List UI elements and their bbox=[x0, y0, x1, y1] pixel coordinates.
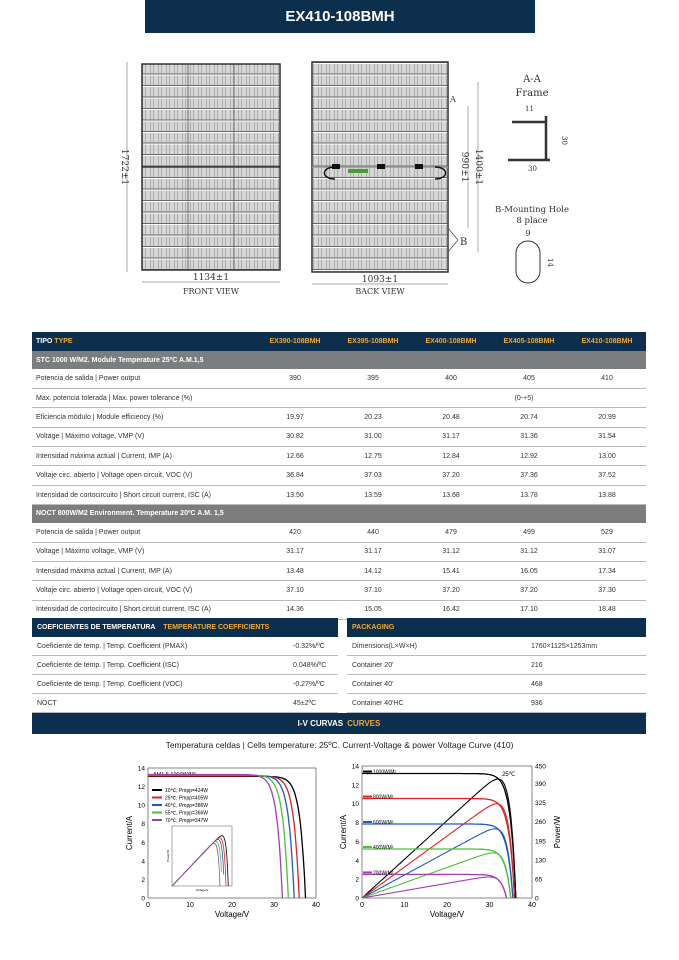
row-label: Intensidad máxima actual | Current, IMP (A) bbox=[32, 562, 256, 581]
cell-value: 405 bbox=[490, 369, 568, 388]
cell-value: 400 bbox=[412, 369, 490, 388]
cell-value: 14.12 bbox=[334, 562, 412, 581]
list-item: Coeficiente de temp. | Temp. Coefficient (PMAX) -0.32%/ºC bbox=[32, 637, 338, 656]
y-tick-label: 14 bbox=[137, 765, 145, 773]
y-tick-label: 4 bbox=[141, 858, 145, 866]
row-label: Voltage | Máximo voltage, VMP (V) bbox=[32, 427, 256, 446]
curves-caption: Temperatura celdas | Cells temperature: 25ºC. Current-Voltage & power Voltage Curve (410) bbox=[165, 740, 514, 750]
svg-text:B-Mounting Hole: B-Mounting Hole bbox=[494, 205, 570, 215]
cell-value: 19.97 bbox=[256, 408, 334, 427]
height-dimension: 1722±1 bbox=[119, 148, 129, 186]
x-tick-label: 20 bbox=[228, 902, 236, 909]
temperature-iv-chart bbox=[110, 758, 330, 923]
cell-value: 13.88 bbox=[568, 485, 646, 504]
y-tick-label: 8 bbox=[355, 820, 359, 828]
svg-text:11: 11 bbox=[525, 105, 534, 113]
cell-value: 13.48 bbox=[256, 562, 334, 581]
cell-value: 37.20 bbox=[490, 581, 568, 600]
cell-value: 12.66 bbox=[256, 447, 334, 466]
packaging: PACKAGING Dimensions(L×W×H) 1760×1125×1253mm Container 20' 216 Container 40' 468 Container 40'HC 936 bbox=[347, 618, 646, 713]
row-label: Intensidad máxima actual | Current, IMP (A) bbox=[32, 447, 256, 466]
svg-text:30: 30 bbox=[528, 165, 537, 173]
plot-frame bbox=[362, 766, 532, 898]
temperature-coefficients: COEFICIENTES DE TEMPERATURA TEMPERATURE COEFFICIENTS Coeficiente de temp. | Temp. Coefficient (PMAX) -0.32%/ºC Coeficiente de temp. | Temp. Coefficient (ISC) 0.048%/ºC Coeficiente de temp. | Temp. Coefficient (VOC) -0.27%/ºC NOCT 45±2ºC bbox=[32, 618, 338, 713]
list-item: Container 20' 216 bbox=[347, 656, 646, 675]
stc-section-header: STC 1000 W/M2. Module Temperature 25ºC A.M.1,5 bbox=[32, 351, 646, 369]
row-label: Voltage | Máximo voltage, VMP (V) bbox=[32, 542, 256, 561]
cell-value: 13.50 bbox=[256, 485, 334, 504]
cell-value: 440 bbox=[334, 523, 412, 542]
table-row bbox=[32, 485, 646, 504]
cell-value: 20.99 bbox=[568, 408, 646, 427]
x-tick-label: 20 bbox=[443, 902, 451, 909]
cell-value: 15.41 bbox=[412, 562, 490, 581]
row-label: Max. potencia tolerada | Max. power tolerance (%) bbox=[32, 388, 256, 407]
inset-x-label: Voltage/V bbox=[195, 888, 209, 892]
page-title: EX410-108BMH bbox=[145, 0, 535, 33]
cell-value: 499 bbox=[490, 523, 568, 542]
legend-label: 55℃, Pmpp=366W bbox=[165, 810, 208, 817]
cell-value: 31.00 bbox=[334, 427, 412, 446]
mounting-marker-b: B bbox=[460, 237, 468, 248]
list-item: Coeficiente de temp. | Temp. Coefficient (VOC) -0.27%/ºC bbox=[32, 675, 338, 694]
front-width-dimension: 1134±1 bbox=[192, 273, 230, 283]
table-row bbox=[32, 581, 646, 600]
list-item: Container 40' 468 bbox=[347, 675, 646, 694]
list-item: NOCT 45±2ºC bbox=[32, 694, 338, 713]
module-drawing bbox=[100, 40, 580, 300]
cell-value: 31.54 bbox=[568, 427, 646, 446]
legend-label: 10℃, Pmpp=424W bbox=[165, 788, 208, 794]
row-label: Intensidad de cortocircuito | Short circuit current, ISC (A) bbox=[32, 600, 256, 619]
list-item: Coeficiente de temp. | Temp. Coefficient (ISC) 0.048%/ºC bbox=[32, 656, 338, 675]
y2-tick-label: 130 bbox=[535, 857, 546, 865]
table-row bbox=[32, 523, 646, 542]
svg-text:30: 30 bbox=[560, 136, 568, 145]
iv-curves-banner: I-V CURVAS CURVES bbox=[32, 713, 646, 734]
cell-value: 36.84 bbox=[256, 466, 334, 485]
y-axis-label: Current/A bbox=[339, 814, 348, 850]
cell-value: 14.36 bbox=[256, 600, 334, 619]
y-tick-label: 12 bbox=[137, 784, 145, 792]
back-view-label: BACK VIEW bbox=[355, 287, 405, 296]
cell-value: 37.52 bbox=[568, 466, 646, 485]
y2-tick-label: 65 bbox=[535, 876, 543, 884]
cell-value: 420 bbox=[256, 523, 334, 542]
mounting-hole bbox=[495, 205, 569, 283]
y2-tick-label: 450 bbox=[535, 763, 546, 771]
list-item: Dimensions(L×W×H) 1760×1125×1253mm bbox=[347, 637, 646, 656]
x-tick-label: 0 bbox=[360, 902, 364, 909]
row-label: Voltaje circ. abierto | Voltage open circuit, VOC (V) bbox=[32, 466, 256, 485]
cell-value: 31.12 bbox=[490, 542, 568, 561]
x-tick-label: 40 bbox=[312, 902, 320, 909]
row-label: Eficiencia módulo | Module efficiency (%) bbox=[32, 408, 256, 427]
cell-value: 16.05 bbox=[490, 562, 568, 581]
table-row bbox=[32, 562, 646, 581]
front-view bbox=[119, 62, 280, 296]
list-item: Container 40'HC 936 bbox=[347, 694, 646, 713]
cell-value: 395 bbox=[334, 369, 412, 388]
back-view bbox=[312, 62, 483, 296]
y2-tick-label: 390 bbox=[535, 781, 546, 789]
cell-value: 15.05 bbox=[334, 600, 412, 619]
row-label: Intensidad de cortocircuito | Short circuit current, ISC (A) bbox=[32, 485, 256, 504]
cell-value: 479 bbox=[412, 523, 490, 542]
x-tick-label: 40 bbox=[528, 902, 536, 909]
table-row bbox=[32, 600, 646, 619]
cell-value: 18.48 bbox=[568, 600, 646, 619]
legend-label: 40℃, Pmpp=386W bbox=[165, 803, 208, 809]
legend-label: 600W/M² bbox=[373, 819, 394, 826]
svg-text:8 place: 8 place bbox=[516, 216, 548, 226]
dimension-1400: 1400±1 bbox=[473, 148, 483, 186]
y2-axis-label: Power/W bbox=[553, 815, 562, 849]
inset-y-label: Power/W bbox=[166, 849, 170, 863]
y-tick-label: 12 bbox=[351, 782, 359, 790]
cell-value: 12.84 bbox=[412, 447, 490, 466]
y2-tick-label: 0 bbox=[535, 895, 539, 903]
cell-value: 37.20 bbox=[412, 581, 490, 600]
cell-value: 16.42 bbox=[412, 600, 490, 619]
table-row bbox=[32, 369, 646, 388]
power-line bbox=[362, 829, 513, 898]
cell-value: 13.00 bbox=[568, 447, 646, 466]
table-row bbox=[32, 466, 646, 485]
cell-value: 37.03 bbox=[334, 466, 412, 485]
cell-value: 17.10 bbox=[490, 600, 568, 619]
y-tick-label: 10 bbox=[137, 802, 145, 810]
cell-value: 20.23 bbox=[334, 408, 412, 427]
table-row bbox=[32, 542, 646, 561]
cell-value: 13.59 bbox=[334, 485, 412, 504]
x-tick-label: 10 bbox=[186, 902, 194, 909]
legend-label: 200W/M² bbox=[373, 870, 394, 877]
x-axis-label: Voltage/V bbox=[214, 910, 250, 919]
cell-value: 20.48 bbox=[412, 408, 490, 427]
cell-value: 37.36 bbox=[490, 466, 568, 485]
chart-annotation: 25℃ bbox=[502, 772, 516, 778]
cell-value: 31.12 bbox=[412, 542, 490, 561]
noct-section-header: NOCT 800W/M2 Environment. Temperature 20ºC A.M. 1,5 bbox=[32, 505, 646, 523]
y-tick-label: 0 bbox=[141, 895, 145, 903]
y2-tick-label: 195 bbox=[535, 838, 546, 846]
x-tick-label: 10 bbox=[400, 902, 409, 909]
y-tick-label: 14 bbox=[351, 763, 359, 771]
cell-value: 529 bbox=[568, 523, 646, 542]
cell-value: 31.17 bbox=[256, 542, 334, 561]
frame-section bbox=[508, 74, 568, 173]
legend-label: 25℃, Pmpp=405W bbox=[165, 795, 208, 802]
cell-value: 31.07 bbox=[568, 542, 646, 561]
x-axis-label: Voltage/V bbox=[429, 910, 465, 919]
x-tick-label: 30 bbox=[270, 902, 278, 909]
power-line bbox=[362, 877, 507, 898]
x-tick-label: 0 bbox=[146, 902, 150, 909]
cell-value: 37.20 bbox=[412, 466, 490, 485]
cell-value: 12.92 bbox=[490, 447, 568, 466]
legend-label: 70℃, Pmpp=347W bbox=[165, 818, 208, 824]
table-row bbox=[32, 447, 646, 466]
cell-value: 37.10 bbox=[256, 581, 334, 600]
cell-value: 17.34 bbox=[568, 562, 646, 581]
y-tick-label: 4 bbox=[355, 857, 359, 865]
legend-label: 1000W/M² bbox=[373, 769, 397, 776]
cell-value: 20.74 bbox=[490, 408, 568, 427]
cell-value: 37.10 bbox=[334, 581, 412, 600]
current-line bbox=[362, 824, 513, 898]
table-row bbox=[32, 408, 646, 427]
y-tick-label: 8 bbox=[141, 821, 145, 829]
cell-value: 390 bbox=[256, 369, 334, 388]
cell-value: 31.17 bbox=[412, 427, 490, 446]
table-row bbox=[32, 388, 646, 407]
svg-text:14: 14 bbox=[546, 258, 554, 267]
x-tick-label: 30 bbox=[485, 902, 494, 909]
table-header: TIPO TYPE EX390-108BMH EX395-108BMH EX400-108BMH EX405-108BMH EX410-108BMH bbox=[32, 332, 646, 351]
y-tick-label: 6 bbox=[355, 838, 359, 846]
y2-tick-label: 260 bbox=[535, 819, 546, 827]
y-tick-label: 0 bbox=[355, 895, 359, 903]
cell-value: 37.30 bbox=[568, 581, 646, 600]
specs-table bbox=[32, 332, 646, 620]
chart-title: AM1.5,1000W/M² bbox=[153, 772, 196, 778]
svg-text:9: 9 bbox=[525, 229, 531, 238]
current-line bbox=[362, 774, 516, 899]
table-row bbox=[32, 427, 646, 446]
cell-value: 13.68 bbox=[412, 485, 490, 504]
y-tick-label: 2 bbox=[355, 876, 359, 884]
legend-label: 400W/M² bbox=[373, 844, 394, 851]
y-axis-label: Current/A bbox=[125, 815, 134, 851]
row-label: Voltaje circ. abierto | Voltage open circuit, VOC (V) bbox=[32, 581, 256, 600]
legend-label: 800W/M² bbox=[373, 794, 394, 801]
row-label: Potencia de salida | Power output bbox=[32, 523, 256, 542]
cell-value: 410 bbox=[568, 369, 646, 388]
cell-value: 30.82 bbox=[256, 427, 334, 446]
dimension-990: 990±1 bbox=[459, 151, 469, 183]
irradiance-iv-chart bbox=[330, 756, 570, 926]
y-tick-label: 2 bbox=[141, 876, 145, 884]
cell-value: 31.17 bbox=[334, 542, 412, 561]
y2-tick-label: 325 bbox=[535, 800, 546, 808]
back-width-dimension: 1093±1 bbox=[361, 275, 399, 285]
cell-value: 31.36 bbox=[490, 427, 568, 446]
svg-text:Frame: Frame bbox=[515, 88, 549, 99]
section-marker-a: A bbox=[450, 95, 456, 104]
cell-value: (0-+5) bbox=[256, 388, 646, 407]
y-tick-label: 10 bbox=[351, 801, 359, 809]
cell-value: 12.75 bbox=[334, 447, 412, 466]
y-tick-label: 6 bbox=[141, 839, 145, 847]
cell-value: 13.78 bbox=[490, 485, 568, 504]
row-label: Potencia de salida | Power output bbox=[32, 369, 256, 388]
front-view-label: FRONT VIEW bbox=[182, 287, 240, 296]
svg-text:A-A: A-A bbox=[523, 74, 541, 85]
